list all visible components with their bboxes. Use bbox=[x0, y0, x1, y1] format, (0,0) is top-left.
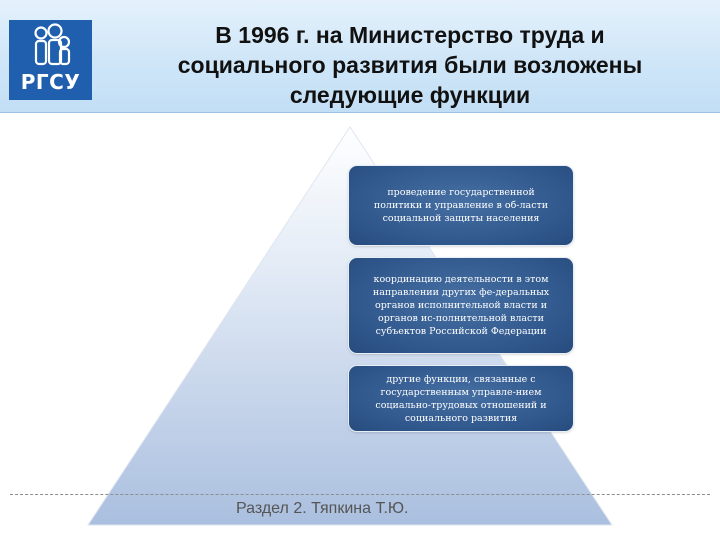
footer-divider bbox=[10, 494, 710, 495]
function-box-coordination bbox=[349, 258, 573, 353]
footer-text: Раздел 2. Тяпкина Т.Ю. bbox=[236, 500, 409, 517]
function-line: социально-трудовых отношений и bbox=[375, 399, 547, 411]
function-box-other bbox=[349, 366, 573, 431]
title-line: следующие функции bbox=[289, 82, 531, 108]
function-line: органов ис-полнительной власти bbox=[378, 313, 544, 324]
function-line: социальной защиты населения bbox=[382, 213, 540, 224]
title-line: социального развития были возложены bbox=[177, 52, 643, 78]
function-box-state-policy bbox=[349, 166, 573, 245]
logo-text: РГСУ bbox=[20, 70, 81, 94]
function-line: проведение государственной bbox=[387, 187, 535, 198]
function-line: государственным управле-нием bbox=[380, 386, 542, 398]
function-line: субъектов Российской Федерации bbox=[375, 326, 547, 337]
function-line: координацию деятельности в этом bbox=[373, 274, 549, 285]
function-line: политики и управление в об-ласти bbox=[373, 200, 549, 211]
title-line: В 1996 г. на Министерство труда и bbox=[215, 22, 605, 48]
function-line: другие функции, связанные с bbox=[386, 373, 536, 385]
function-line: социального развития bbox=[404, 412, 518, 424]
function-line: направлении других фе-деральных bbox=[372, 287, 550, 298]
function-line: органов исполнительной власти и bbox=[374, 300, 548, 311]
